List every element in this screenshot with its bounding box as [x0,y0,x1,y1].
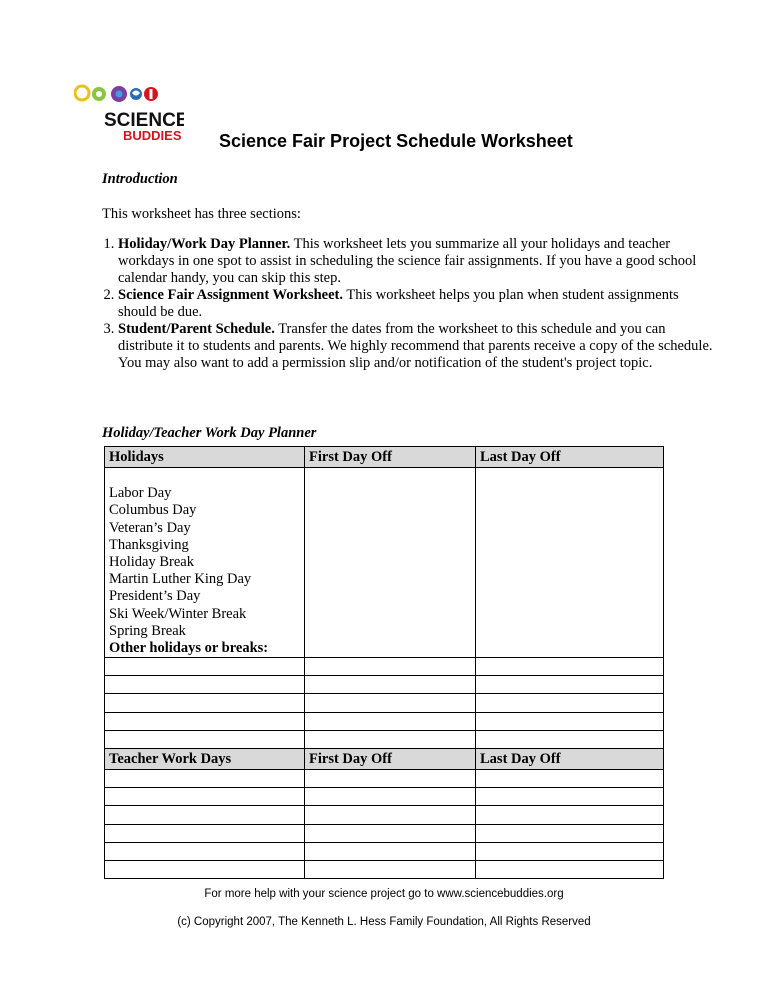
last-day-off-header: Last Day Off [476,749,664,770]
holiday-name: Labor Day [105,485,305,502]
last-day-off-header: Last Day Off [476,447,664,468]
table-row [105,485,664,502]
blank-cell[interactable] [105,824,305,842]
last-day-cell[interactable] [476,694,664,712]
svg-text:BUDDIES: BUDDIES [123,128,182,143]
last-day-cell[interactable] [476,824,664,842]
last-day-cell[interactable] [476,520,664,537]
blank-cell[interactable] [105,658,305,676]
table-row [105,694,664,712]
table-row [105,676,664,694]
last-day-cell[interactable] [476,502,664,519]
blank-cell[interactable] [105,806,305,824]
intro-heading: Introduction [102,171,178,187]
table-row [105,860,664,878]
blank-cell[interactable] [105,860,305,878]
list-item: 1. Holiday/Work Day Planner. This worksheet lets you summarize all your holidays and teacher workdays in one spot to assist in scheduling the science fair assignments. If you have a good school calendar handy, you can skip this step. [118,236,718,287]
first-day-cell[interactable] [305,606,476,623]
last-day-cell[interactable] [476,770,664,788]
holiday-name [105,468,305,486]
table-row [105,842,664,860]
holiday-name: Columbus Day [105,502,305,519]
first-day-cell[interactable] [305,502,476,519]
table-row [105,520,664,537]
holiday-name: Thanksgiving [105,537,305,554]
other-holidays-label: Other holidays or breaks: [105,640,305,658]
last-day-cell[interactable] [476,554,664,571]
first-day-cell[interactable] [305,588,476,605]
last-day-cell[interactable] [476,712,664,730]
holiday-name: Holiday Break [105,554,305,571]
first-day-cell[interactable] [305,730,476,748]
table-row [105,730,664,748]
footer-copyright: (c) Copyright 2007, The Kenneth L. Hess Family Foundation, All Rights Reserved [177,916,591,928]
blank-cell[interactable] [105,694,305,712]
table-row [105,770,664,788]
first-day-cell[interactable] [305,623,476,640]
table-row [105,502,664,519]
svg-text:SCIENCE: SCIENCE [104,110,184,131]
table-row [105,824,664,842]
last-day-cell[interactable] [476,485,664,502]
holidays-header: Holidays [105,447,305,468]
first-day-cell[interactable] [305,770,476,788]
blank-cell[interactable] [105,676,305,694]
last-day-cell[interactable] [476,623,664,640]
first-day-cell[interactable] [305,676,476,694]
table-row [105,537,664,554]
first-day-cell[interactable] [305,712,476,730]
first-day-cell[interactable] [305,571,476,588]
last-day-cell[interactable] [476,842,664,860]
table-row [105,571,664,588]
table-row [105,806,664,824]
holiday-name: Veteran’s Day [105,520,305,537]
table-row [105,554,664,571]
science-buddies-logo [74,78,184,148]
last-day-cell[interactable] [476,676,664,694]
last-day-cell[interactable] [476,788,664,806]
first-day-cell[interactable] [305,788,476,806]
last-day-cell[interactable] [476,606,664,623]
sections-list [102,236,718,372]
last-day-cell[interactable] [476,468,664,486]
first-day-cell[interactable] [305,842,476,860]
first-day-cell[interactable] [305,537,476,554]
blank-cell[interactable] [105,770,305,788]
blank-cell[interactable] [105,788,305,806]
first-day-cell[interactable] [305,658,476,676]
first-day-cell[interactable] [305,860,476,878]
first-day-cell[interactable] [305,806,476,824]
holiday-name: Ski Week/Winter Break [105,606,305,623]
table-row [105,606,664,623]
table-row [105,640,664,658]
planner-table [104,446,664,879]
last-day-cell[interactable] [476,806,664,824]
list-item: 3. Student/Parent Schedule. Transfer the dates from the worksheet to this schedule and you can distribute it to students and parents. We highly recommend that parents receive a copy of the schedule. You may also want to add a permission slip and/or notification of the student's project topic. [118,321,718,372]
first-day-cell[interactable] [305,554,476,571]
last-day-cell[interactable] [476,571,664,588]
first-day-cell[interactable] [305,485,476,502]
document-title: Science Fair Project Schedule Worksheet [219,131,573,151]
table-row [105,588,664,605]
last-day-cell[interactable] [476,860,664,878]
first-day-cell[interactable] [305,824,476,842]
last-day-cell[interactable] [476,640,664,658]
last-day-cell[interactable] [476,588,664,605]
blank-cell[interactable] [105,842,305,860]
first-day-cell[interactable] [305,694,476,712]
table-row [105,623,664,640]
holiday-name: Spring Break [105,623,305,640]
first-day-cell[interactable] [305,640,476,658]
intro-text: This worksheet has three sections: [102,206,301,222]
blank-cell[interactable] [105,712,305,730]
last-day-cell[interactable] [476,730,664,748]
last-day-cell[interactable] [476,658,664,676]
holiday-name: Martin Luther King Day [105,571,305,588]
table-row [105,788,664,806]
holidays-header-row [105,447,664,468]
teacher-work-days-header: Teacher Work Days [105,749,305,770]
table-row [105,712,664,730]
holiday-name: President’s Day [105,588,305,605]
blank-cell[interactable] [105,730,305,748]
first-day-off-header: First Day Off [305,749,476,770]
footer-help-text: For more help with your science project go to www.sciencebuddies.org [204,888,564,900]
planner-heading: Holiday/Teacher Work Day Planner [102,425,317,441]
last-day-cell[interactable] [476,537,664,554]
table-row [105,658,664,676]
list-item: 2. Science Fair Assignment Worksheet. This worksheet helps you plan when student assignments should be due. [118,287,718,321]
first-day-cell[interactable] [305,520,476,537]
teacher-header-row [105,749,664,770]
first-day-cell[interactable] [305,468,476,486]
first-day-off-header: First Day Off [305,447,476,468]
table-row [105,468,664,486]
